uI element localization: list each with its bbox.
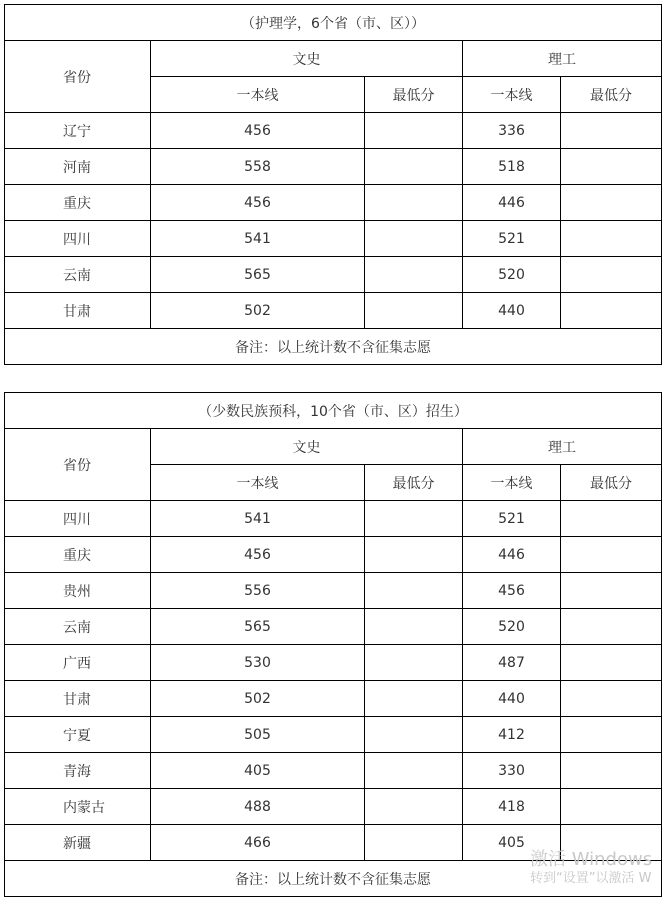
table-row	[5, 753, 662, 789]
watermark-line-2: 转到“设置”以激活 W	[530, 871, 652, 887]
table-row	[5, 257, 662, 293]
table-row	[5, 293, 662, 329]
table-footer	[5, 329, 662, 365]
province-cell: 辽宁	[5, 113, 151, 149]
table-body	[5, 5, 662, 113]
ligong-line-cell: 330	[463, 753, 561, 789]
ligong-min-cell	[561, 221, 662, 257]
wenshi-line-cell: 456	[151, 185, 365, 221]
table-row	[5, 681, 662, 717]
ligong-min-cell	[561, 113, 662, 149]
ligong-min-cell	[561, 573, 662, 609]
ligong-line-cell: 405	[463, 825, 561, 861]
table-row	[5, 717, 662, 753]
wenshi-line-cell: 565	[151, 257, 365, 293]
wenshi-line-cell: 530	[151, 645, 365, 681]
table-row	[5, 825, 662, 861]
sub-header-ligong-min: 最低分	[561, 77, 662, 113]
table-note: 备注：以上统计数不含征集志愿	[5, 329, 662, 365]
ligong-min-cell	[561, 185, 662, 221]
note-row	[5, 329, 662, 365]
group-header-ligong: 理工	[463, 429, 662, 465]
wenshi-min-cell	[365, 185, 463, 221]
province-cell: 甘肃	[5, 681, 151, 717]
wenshi-min-cell	[365, 825, 463, 861]
table-body	[5, 393, 662, 501]
sub-header-ligong-line: 一本线	[463, 77, 561, 113]
wenshi-min-cell	[365, 645, 463, 681]
province-cell: 宁夏	[5, 717, 151, 753]
table-row	[5, 221, 662, 257]
sub-header-wenshi-line: 一本线	[151, 465, 365, 501]
ligong-line-cell: 440	[463, 681, 561, 717]
wenshi-min-cell	[365, 573, 463, 609]
wenshi-line-cell: 466	[151, 825, 365, 861]
ligong-line-cell: 446	[463, 185, 561, 221]
ligong-min-cell	[561, 609, 662, 645]
sub-header-ligong-line: 一本线	[463, 465, 561, 501]
group-header-row	[5, 429, 662, 465]
wenshi-line-cell: 565	[151, 609, 365, 645]
wenshi-line-cell: 456	[151, 113, 365, 149]
province-cell: 云南	[5, 257, 151, 293]
province-cell: 云南	[5, 609, 151, 645]
ligong-min-cell	[561, 537, 662, 573]
wenshi-min-cell	[365, 609, 463, 645]
province-cell: 四川	[5, 221, 151, 257]
sub-header-wenshi-line: 一本线	[151, 77, 365, 113]
ligong-line-cell: 418	[463, 789, 561, 825]
group-header-wenshi: 文史	[151, 41, 463, 77]
ligong-line-cell: 336	[463, 113, 561, 149]
table-row	[5, 537, 662, 573]
table-title: （少数民族预科，10个省（市、区）招生）	[5, 393, 662, 429]
province-cell: 内蒙古	[5, 789, 151, 825]
table-row	[5, 645, 662, 681]
group-header-row	[5, 41, 662, 77]
ligong-min-cell	[561, 825, 662, 861]
table-row	[5, 185, 662, 221]
ligong-min-cell	[561, 681, 662, 717]
score-table-minority-prep	[4, 392, 662, 897]
ligong-line-cell: 518	[463, 149, 561, 185]
group-header-wenshi: 文史	[151, 429, 463, 465]
ligong-min-cell	[561, 149, 662, 185]
sub-header-wenshi-min: 最低分	[365, 465, 463, 501]
wenshi-line-cell: 405	[151, 753, 365, 789]
wenshi-min-cell	[365, 537, 463, 573]
wenshi-line-cell: 488	[151, 789, 365, 825]
ligong-min-cell	[561, 293, 662, 329]
ligong-line-cell: 520	[463, 609, 561, 645]
ligong-line-cell: 412	[463, 717, 561, 753]
ligong-min-cell	[561, 753, 662, 789]
table-row	[5, 789, 662, 825]
province-cell: 新疆	[5, 825, 151, 861]
province-cell: 河南	[5, 149, 151, 185]
ligong-line-cell: 521	[463, 221, 561, 257]
table-row	[5, 149, 662, 185]
table-row	[5, 501, 662, 537]
ligong-line-cell: 487	[463, 645, 561, 681]
table-title-row	[5, 5, 662, 41]
wenshi-line-cell: 558	[151, 149, 365, 185]
sub-header-wenshi-min: 最低分	[365, 77, 463, 113]
group-header-ligong: 理工	[463, 41, 662, 77]
province-cell: 重庆	[5, 537, 151, 573]
table-row	[5, 113, 662, 149]
ligong-min-cell	[561, 789, 662, 825]
ligong-min-cell	[561, 645, 662, 681]
province-header: 省份	[5, 41, 151, 113]
score-table-nursing	[4, 4, 662, 365]
sub-header-ligong-min: 最低分	[561, 465, 662, 501]
wenshi-line-cell: 541	[151, 221, 365, 257]
province-header: 省份	[5, 429, 151, 501]
wenshi-line-cell: 502	[151, 293, 365, 329]
wenshi-line-cell: 505	[151, 717, 365, 753]
province-cell: 贵州	[5, 573, 151, 609]
wenshi-min-cell	[365, 717, 463, 753]
province-cell: 青海	[5, 753, 151, 789]
ligong-line-cell: 446	[463, 537, 561, 573]
wenshi-min-cell	[365, 681, 463, 717]
ligong-line-cell: 456	[463, 573, 561, 609]
province-cell: 重庆	[5, 185, 151, 221]
wenshi-min-cell	[365, 293, 463, 329]
province-cell: 四川	[5, 501, 151, 537]
province-cell: 广西	[5, 645, 151, 681]
ligong-line-cell: 521	[463, 501, 561, 537]
table-note: 备注：以上统计数不含征集志愿	[5, 861, 662, 897]
table-footer	[5, 861, 662, 897]
province-cell: 甘肃	[5, 293, 151, 329]
ligong-min-cell	[561, 717, 662, 753]
ligong-line-cell: 440	[463, 293, 561, 329]
wenshi-min-cell	[365, 149, 463, 185]
wenshi-min-cell	[365, 753, 463, 789]
table-row	[5, 573, 662, 609]
ligong-min-cell	[561, 501, 662, 537]
table-row	[5, 609, 662, 645]
table-title: （护理学，6个省（市、区））	[5, 5, 662, 41]
wenshi-line-cell: 456	[151, 537, 365, 573]
wenshi-line-cell: 541	[151, 501, 365, 537]
table-rows	[5, 501, 662, 861]
wenshi-min-cell	[365, 113, 463, 149]
ligong-min-cell	[561, 257, 662, 293]
wenshi-line-cell: 556	[151, 573, 365, 609]
wenshi-min-cell	[365, 257, 463, 293]
note-row	[5, 861, 662, 897]
wenshi-min-cell	[365, 789, 463, 825]
wenshi-min-cell	[365, 501, 463, 537]
wenshi-min-cell	[365, 221, 463, 257]
table-title-row	[5, 393, 662, 429]
ligong-line-cell: 520	[463, 257, 561, 293]
watermark-line-1: 激活 Windows	[530, 849, 653, 870]
wenshi-line-cell: 502	[151, 681, 365, 717]
table-rows	[5, 113, 662, 329]
